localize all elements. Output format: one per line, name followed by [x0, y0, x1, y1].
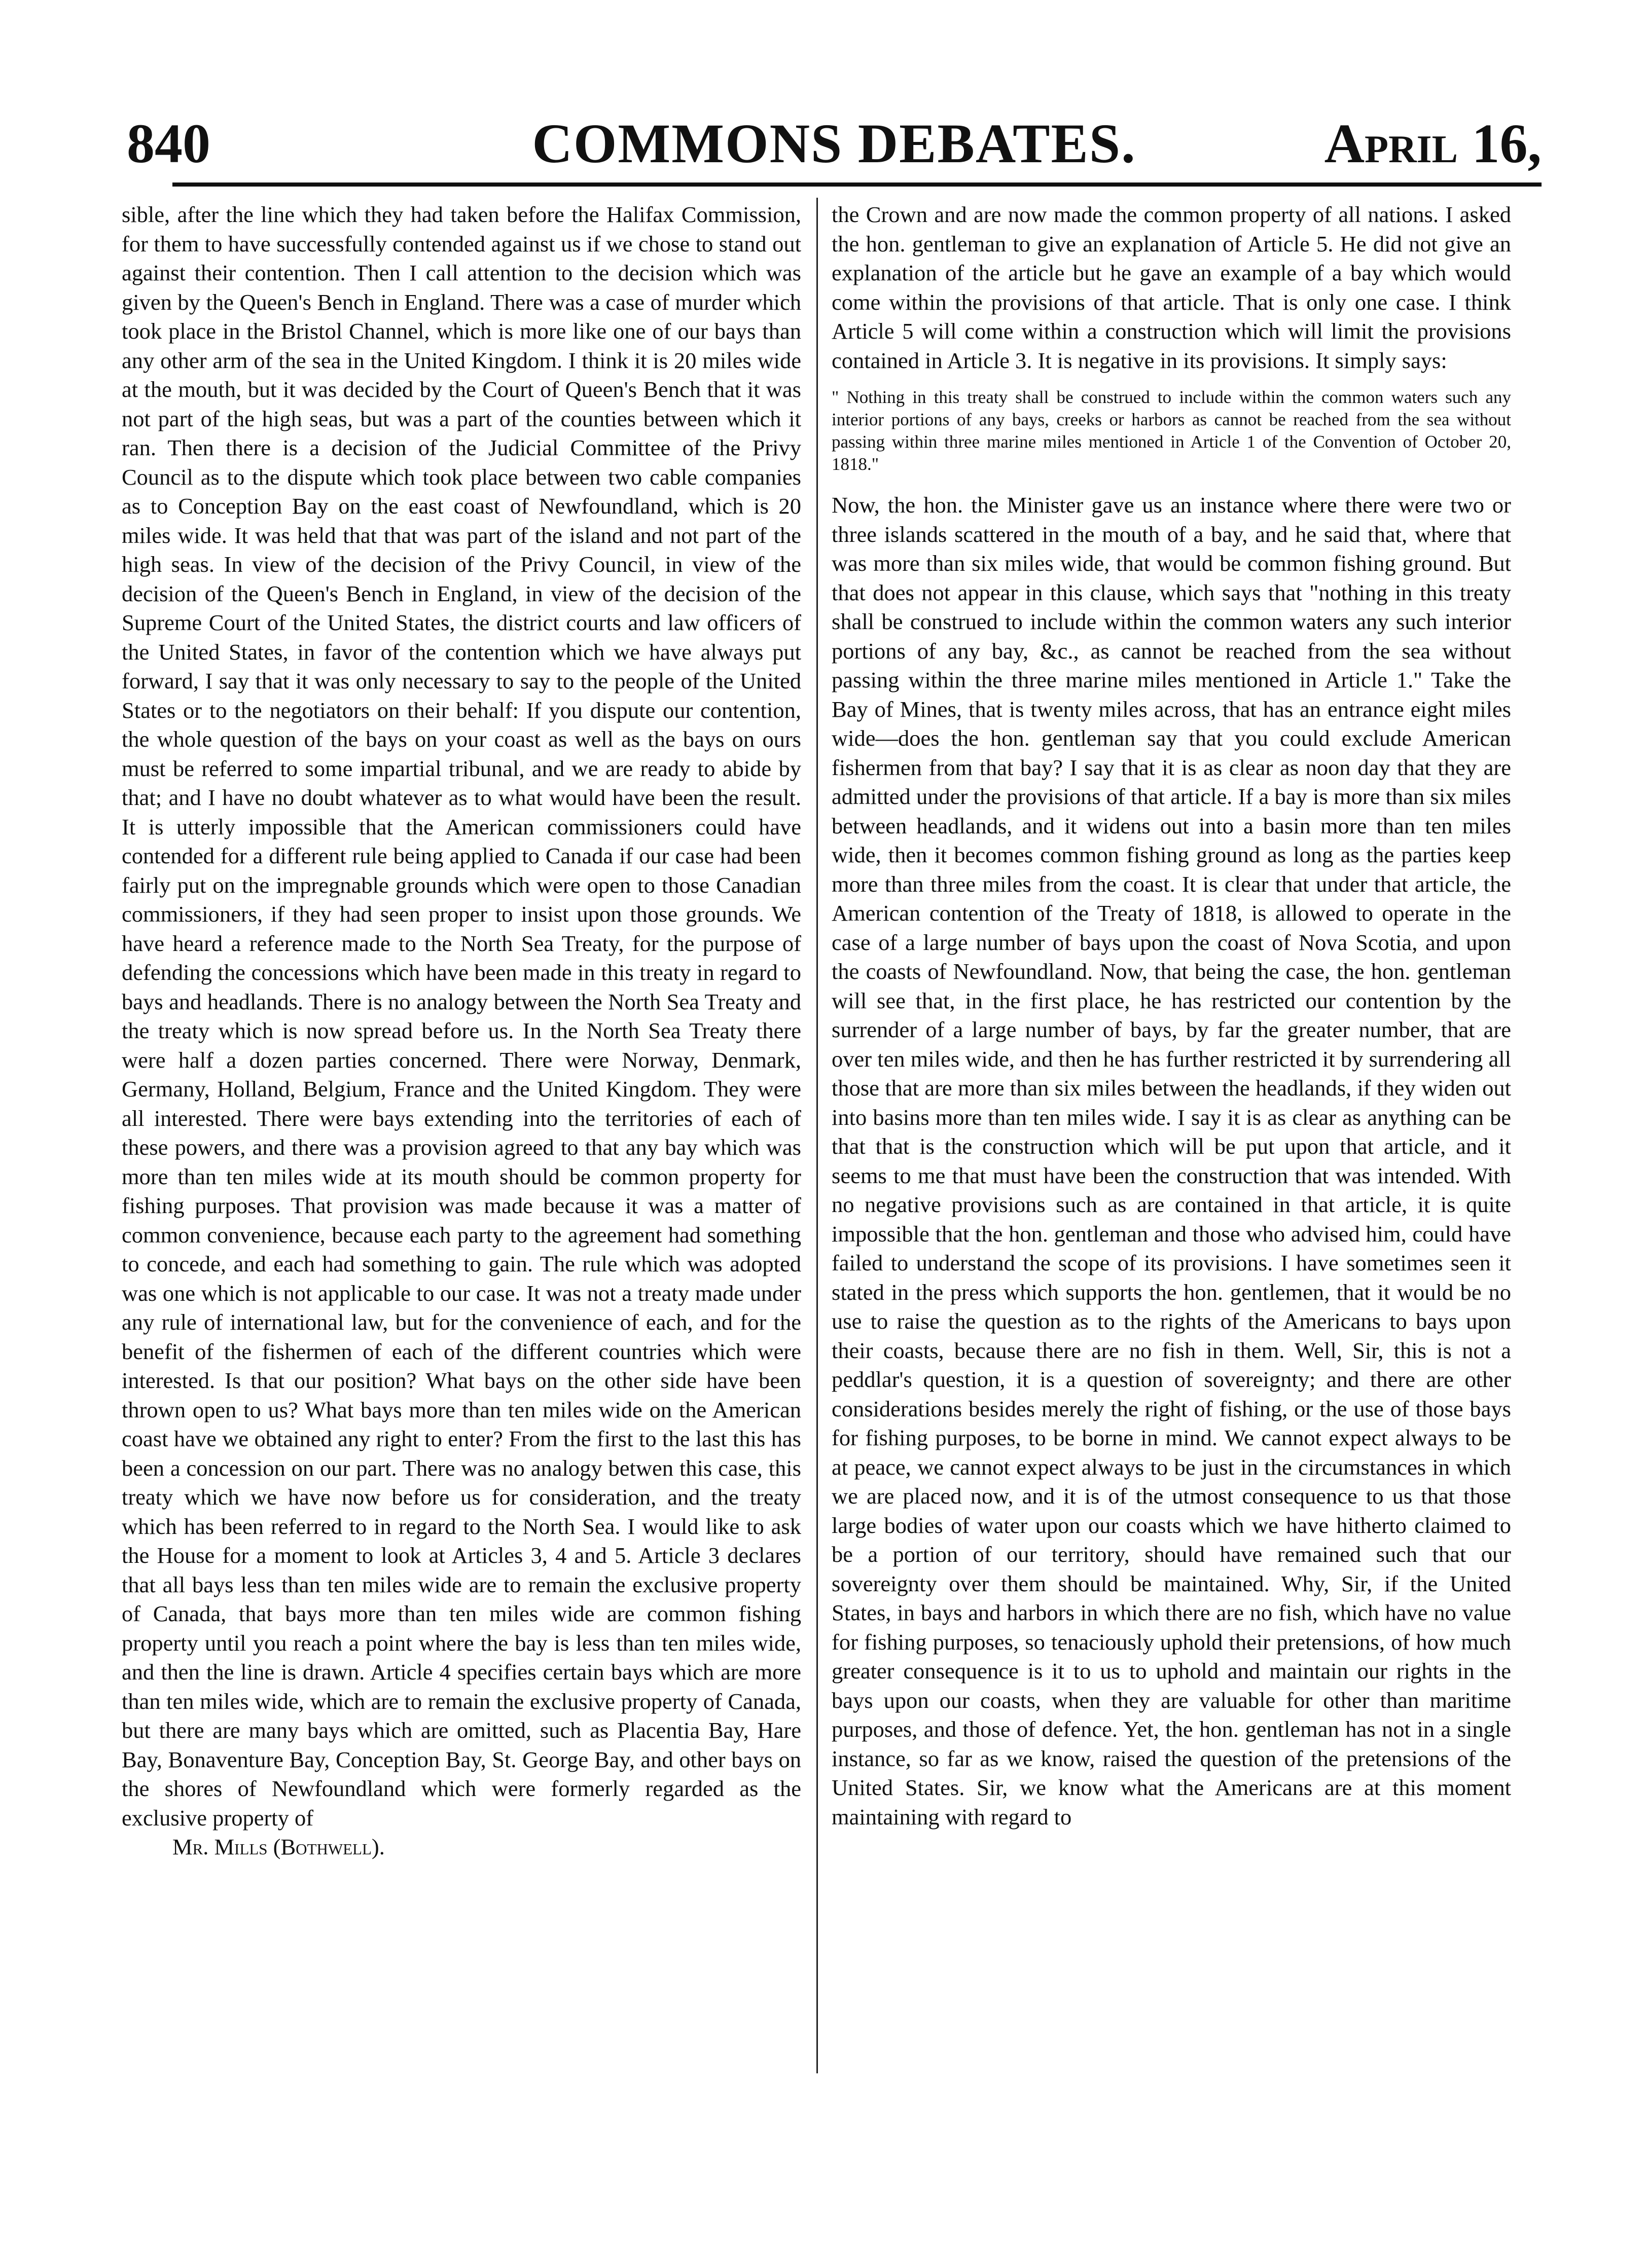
- speaker-signature: Mr. Mills (Bothwell).: [172, 1834, 385, 1859]
- page-header: [127, 101, 1542, 182]
- page-number: 840: [127, 113, 210, 174]
- right-column: [832, 200, 1511, 1832]
- left-column-text: sible, after the line which they had taken before the Halifax Commission, for them to have successfully contended against us if we chose to stand out against their contention. Then I call attention to the decision which was given by the Queen's Bench in England. There was a case of murder which took place in the Bristol Channel, which is more like one of our bays than any other arm of the sea in the United Kingdom. I think it is 20 miles wide at the mouth, but it was decided by the Court of Queen's Bench that it was not part of the high seas, but was a part of the counties between which it ran. Then there is a decision of the Judicial Committee of the Privy Council as to the dispute which took place between two cable companies as to Conception Bay on the east coast of Newfoundland, which is 20 miles wide. It was held that that was part of the island and not part of the high seas. In view of the decision of the Privy Council, in view of the decision of the Queen's Bench in England, in view of the decision of the Supreme Court of the United States, the district courts and law officers of the United States, in favor of the contention which we have always put forward, I say that it was only necessary to say to the people of the United States or to the negotiators on their behalf: If you dispute our contention, the whole question of the bays on your coast as well as the bays on ours must be referred to some impartial tribunal, and we are ready to abide by that; and I have no doubt whatever as to what would have been the result. It is utterly impossible that the American commissioners could have contended for a different rule being applied to Canada if our case had been fairly put on the impregnable grounds which were open to those Canadian commissioners, if they had seen proper to insist upon those grounds. We have heard a reference made to the North Sea Treaty, for the purpose of defending the concessions which have been made in this treaty in regard to bays and headlands. There is no analogy between the North Sea Treaty and the treaty which is now spread before us. In the North Sea Treaty there were half a dozen parties concerned. There were Norway, Denmark, Germany, Holland, Belgium, France and the United Kingdom. They were all interested. There were bays extending into the territories of each of these powers, and there was a provision agreed to that any bay which was more than ten miles wide at its mouth should be common property for fishing purposes. That provision was made because it was a matter of common convenience, because each party to the agreement had something to concede, and each had something to gain. The rule which was adopted was one which is not applicable to our case. It was not a treaty made under any rule of international law, but for the convenience of each, and for the benefit of the fishermen of each of the different countries which were interested. Is that our position? What bays on the other side have been thrown open to us? What bays more than ten miles wide on the American coast have we obtained any right to enter? From the first to the last this has been a concession on our part. There was no analogy betwen this case, this treaty which we have now before us for consideration, and the treaty which has been referred to in regard to the North Sea. I would like to ask the House for a moment to look at Articles 3, 4 and 5. Article 3 declares that all bays less than ten miles wide are to remain the exclusive property of Canada, that bays more than ten miles wide are common fishing property until you reach a point where the bay is less than ten miles wide, and then the line is drawn. Article 4 specifies certain bays which are more than ten miles wide, which are to remain the exclusive property of Canada, but there are many bays which are omitted, such as Placentia Bay, Hare Bay, Bonaventure Bay, Conception Bay, St. George Bay, and other bays on the shores of Newfoundland which were formerly regarded as the exclusive property of: [122, 202, 801, 1831]
- column-divider: [816, 198, 818, 2073]
- treaty-quote: " Nothing in this treaty shall be construed to include within the common waters such any interior portions of any bays, creeks or harbors as cannot be reached from the sea without passing within three marine miles mentioned in Article 1 of the Convention of October 20, 1818.": [832, 387, 1511, 474]
- header-rule: [172, 182, 1542, 187]
- left-column: [122, 200, 801, 1862]
- right-paragraph-1: the Crown and are now made the common property of all nations. I asked the hon. gentleman to give an explanation of Article 5. He did not give an explanation of the article but he gave an example of a bay which would come within the provisions of that article. That is only one case. I think Article 5 will come within a construction which will limit the provisions contained in Article 3. It is negative in its provisions. It simply says:: [832, 202, 1511, 373]
- header-date: April 16,: [1324, 113, 1542, 174]
- right-paragraph-2: Now, the hon. the Minister gave us an instance where there were two or three islands scattered in the mouth of a bay, and he said that, where that was more than six miles wide, that would be common fishing ground. But that does not appear in this clause, which says that "nothing in this treaty shall be construed to include within the common waters any such interior portions of any bay, &c., as cannot be reached from the sea without passing within the three marine miles mentioned in Article 1." Take the Bay of Mines, that is twenty miles across, that has an entrance eight miles wide—does the hon. gentleman say that you could exclude American fishermen from that bay? I say that it is as clear as noon day that they are admitted under the provisions of that article. If a bay is more than six miles between headlands, and it widens out into a basin more than ten miles wide, then it becomes common fishing ground as long as the parties keep more than three miles from the coast. It is clear that under that article, the American contention of the Treaty of 1818, is allowed to operate in the case of a large number of bays upon the coast of Nova Scotia, and upon the coasts of Newfoundland. Now, that being the case, the hon. gentleman will see that, in the first place, he has restricted our contention by the surrender of a large number of bays, by far the greater number, that are over ten miles wide, and then he has further restricted it by surrendering all those that are more than six miles between the headlands, if they widen out into basins more than ten miles wide. I say it is as clear as anything can be that that is the construction which will be put upon that article, and it seems to me that must have been the construction that was intended. With no negative provisions such as are contained in that article, it is quite impossible that the hon. gentleman and those who advised him, could have failed to understand the scope of its provisions. I have sometimes seen it stated in the press which supports the hon. gentlemen, that it would be no use to raise the question as to the rights of the Americans to bays upon their coasts, because there are no fish in them. Well, Sir, this is not a peddlar's question, it is a question of sovereignty; and there are other considerations besides merely the right of fishing, or the use of those bays for fishing purposes, to be borne in mind. We cannot expect always to be at peace, we cannot expect always to be just in the circumstances in which we are placed now, and it is of the utmost consequence to us that those large bodies of water upon our coasts which we have hitherto claimed to be a portion of our territory, should have remained such that our sovereignty over them should be maintained. Why, Sir, if the United States, in bays and harbors in which there are no fish, which have no value for fishing purposes, so tenaciously uphold their pretensions, of how much greater consequence is it to us to uphold and maintain our rights in the bays upon our coasts, when they are valuable for other than maritime purposes, and those of defence. Yet, the hon. gentleman has not in a single instance, so far as we know, raised the question of the pretensions of the United States. Sir, we know what the Americans are at this moment maintaining with regard to: [832, 492, 1511, 1830]
- publication-title: COMMONS DEBATES.: [532, 113, 1136, 174]
